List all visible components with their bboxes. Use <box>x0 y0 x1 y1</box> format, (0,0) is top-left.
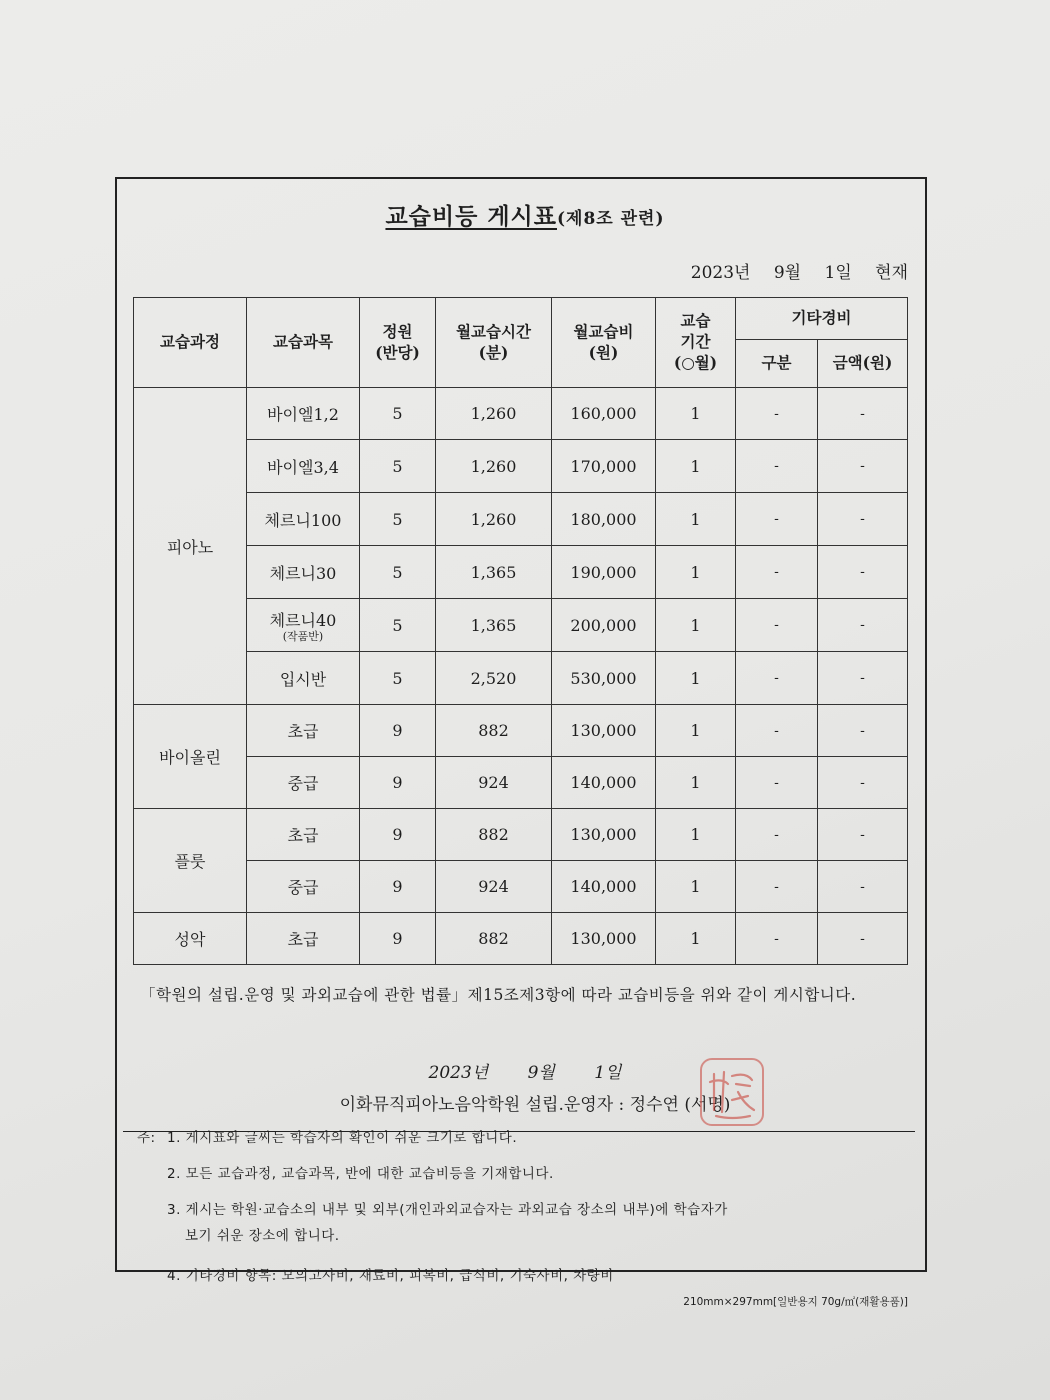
table-row <box>134 546 908 599</box>
cell-other-amount: - <box>818 546 908 599</box>
cell-fee: 180,000 <box>552 493 656 546</box>
cell-subject: 초급 <box>247 809 360 861</box>
cell-subject: 바이엘3,4 <box>247 440 360 493</box>
cell-fee: 530,000 <box>552 652 656 705</box>
table-row <box>134 861 908 913</box>
cell-other-type: - <box>736 652 818 705</box>
header-minutes-line1: 월교습시간 <box>456 321 531 341</box>
header-fee <box>552 298 656 388</box>
cell-other-amount: - <box>818 809 908 861</box>
paper-spec: 210mm×297mm[일반용지 70g/㎡(재활용품)] <box>683 1296 908 1308</box>
cell-period: 1 <box>656 493 736 546</box>
header-other-type: 구분 <box>736 340 818 388</box>
cell-capacity: 9 <box>360 913 436 965</box>
cell-fee: 190,000 <box>552 546 656 599</box>
cell-other-type: - <box>736 757 818 809</box>
cell-fee: 160,000 <box>552 388 656 440</box>
subject-subnote: (작품반) <box>282 630 324 643</box>
notes-prefix: 주: <box>137 1130 156 1146</box>
cell-minutes: 924 <box>436 861 552 913</box>
seal-stamp <box>700 1058 764 1126</box>
header-fee-line1: 월교습비 <box>573 321 634 341</box>
cell-minutes: 882 <box>436 809 552 861</box>
cell-subject: 체르니100 <box>247 493 360 546</box>
header-capacity-line2: (반당) <box>375 342 420 362</box>
document-title <box>0 198 1050 231</box>
title-sub: (제8조 관련) <box>557 209 665 229</box>
cell-minutes: 2,520 <box>436 652 552 705</box>
cell-other-type: - <box>736 705 818 757</box>
cell-capacity: 9 <box>360 757 436 809</box>
cell-fee: 200,000 <box>552 599 656 652</box>
cell-subject: 초급 <box>247 913 360 965</box>
cell-period: 1 <box>656 388 736 440</box>
header-period-line2: 기간 <box>680 332 711 352</box>
cell-period: 1 <box>656 440 736 493</box>
course-violin: 바이올린 <box>134 705 247 809</box>
header-period-line1: 교습 <box>680 311 711 331</box>
cell-other-type: - <box>736 861 818 913</box>
cell-minutes: 1,365 <box>436 546 552 599</box>
cell-subject: 중급 <box>247 861 360 913</box>
note-item: 2. 모든 교습과정, 교습과목, 반에 대한 교습비등을 기재합니다. <box>167 1166 554 1182</box>
cell-fee: 140,000 <box>552 861 656 913</box>
cell-minutes: 882 <box>436 913 552 965</box>
operator-line: 이화뮤직피아노음악학원 설립.운영자 : 정수연 (서명) <box>339 1095 731 1115</box>
cell-subject: 입시반 <box>247 652 360 705</box>
cell-minutes: 882 <box>436 705 552 757</box>
cell-fee: 130,000 <box>552 809 656 861</box>
cell-other-amount: - <box>818 652 908 705</box>
cell-period: 1 <box>656 652 736 705</box>
cell-other-type: - <box>736 599 818 652</box>
header-subject: 교습과목 <box>247 298 360 388</box>
fee-table <box>133 297 908 965</box>
cell-capacity: 9 <box>360 861 436 913</box>
cell-capacity: 5 <box>360 546 436 599</box>
cell-other-type: - <box>736 809 818 861</box>
table-row <box>134 388 908 440</box>
header-minutes-line2: (분) <box>478 342 509 362</box>
cell-capacity: 5 <box>360 493 436 546</box>
cell-subject: 중급 <box>247 757 360 809</box>
cell-subject <box>247 599 360 652</box>
cell-minutes: 1,260 <box>436 493 552 546</box>
note-item-continuation: 보기 쉬운 장소에 합니다. <box>185 1228 340 1244</box>
header-other-amount: 금액(원) <box>818 340 908 388</box>
cell-subject: 바이엘1,2 <box>247 388 360 440</box>
cell-capacity: 9 <box>360 809 436 861</box>
subject-text: 체르니40 <box>269 611 337 630</box>
cell-period: 1 <box>656 757 736 809</box>
course-piano: 피아노 <box>134 388 247 705</box>
course-vocal: 성악 <box>134 913 247 965</box>
table-row <box>134 599 908 652</box>
cell-capacity: 5 <box>360 599 436 652</box>
title-main: 교습비등 게시표 <box>385 203 557 230</box>
cell-period: 1 <box>656 861 736 913</box>
law-statement: 「학원의 설립.운영 및 과외교습에 관한 법률」제15조제3항에 따라 교습비등을 위와 같이 게시합니다. <box>140 986 857 1004</box>
table-header-row <box>134 298 908 340</box>
header-course: 교습과정 <box>134 298 247 388</box>
cell-fee: 130,000 <box>552 913 656 965</box>
course-flute: 플룻 <box>134 809 247 913</box>
table-row <box>134 705 908 757</box>
cell-other-amount: - <box>818 388 908 440</box>
table-row <box>134 913 908 965</box>
cell-minutes: 1,260 <box>436 388 552 440</box>
cell-subject: 체르니30 <box>247 546 360 599</box>
table-row <box>134 493 908 546</box>
note-item: 4. 기타경비 항목: 모의고사비, 재료비, 피복비, 급식비, 기숙사비, 차량비 <box>167 1268 614 1284</box>
cell-other-amount: - <box>818 440 908 493</box>
header-other: 기타경비 <box>736 298 908 340</box>
cell-minutes: 924 <box>436 757 552 809</box>
cell-other-type: - <box>736 440 818 493</box>
cell-other-type: - <box>736 493 818 546</box>
header-capacity <box>360 298 436 388</box>
cell-period: 1 <box>656 705 736 757</box>
cell-other-type: - <box>736 388 818 440</box>
cell-period: 1 <box>656 599 736 652</box>
header-period <box>656 298 736 388</box>
header-minutes <box>436 298 552 388</box>
cell-fee: 170,000 <box>552 440 656 493</box>
note-item: 1. 게시표와 글씨는 학습자의 확인이 쉬운 크기로 합니다. <box>167 1130 518 1146</box>
cell-other-amount: - <box>818 757 908 809</box>
cell-capacity: 9 <box>360 705 436 757</box>
cell-capacity: 5 <box>360 388 436 440</box>
cell-fee: 130,000 <box>552 705 656 757</box>
note-item: 3. 게시는 학원·교습소의 내부 및 외부(개인과외교습자는 과외교습 장소의 내부)에 학습자가 <box>167 1202 728 1218</box>
table-row <box>134 652 908 705</box>
table-row <box>134 809 908 861</box>
cell-other-amount: - <box>818 861 908 913</box>
cell-other-type: - <box>736 913 818 965</box>
cell-period: 1 <box>656 546 736 599</box>
cell-subject: 초급 <box>247 705 360 757</box>
table-row <box>134 440 908 493</box>
cell-capacity: 5 <box>360 652 436 705</box>
cell-capacity: 5 <box>360 440 436 493</box>
cell-other-amount: - <box>818 599 908 652</box>
cell-minutes: 1,365 <box>436 599 552 652</box>
table-row <box>134 757 908 809</box>
header-period-line3: (○월) <box>673 352 718 372</box>
cell-minutes: 1,260 <box>436 440 552 493</box>
header-fee-line2: (원) <box>588 342 619 362</box>
cell-period: 1 <box>656 913 736 965</box>
cell-other-amount: - <box>818 913 908 965</box>
signature-date: 2023년 9월 1일 <box>428 1063 622 1083</box>
cell-fee: 140,000 <box>552 757 656 809</box>
cell-period: 1 <box>656 809 736 861</box>
header-capacity-line1: 정원 <box>382 321 413 341</box>
cell-other-amount: - <box>818 705 908 757</box>
cell-other-amount: - <box>818 493 908 546</box>
as-of-date: 2023년 9월 1일 현재 <box>690 263 908 283</box>
cell-other-type: - <box>736 546 818 599</box>
